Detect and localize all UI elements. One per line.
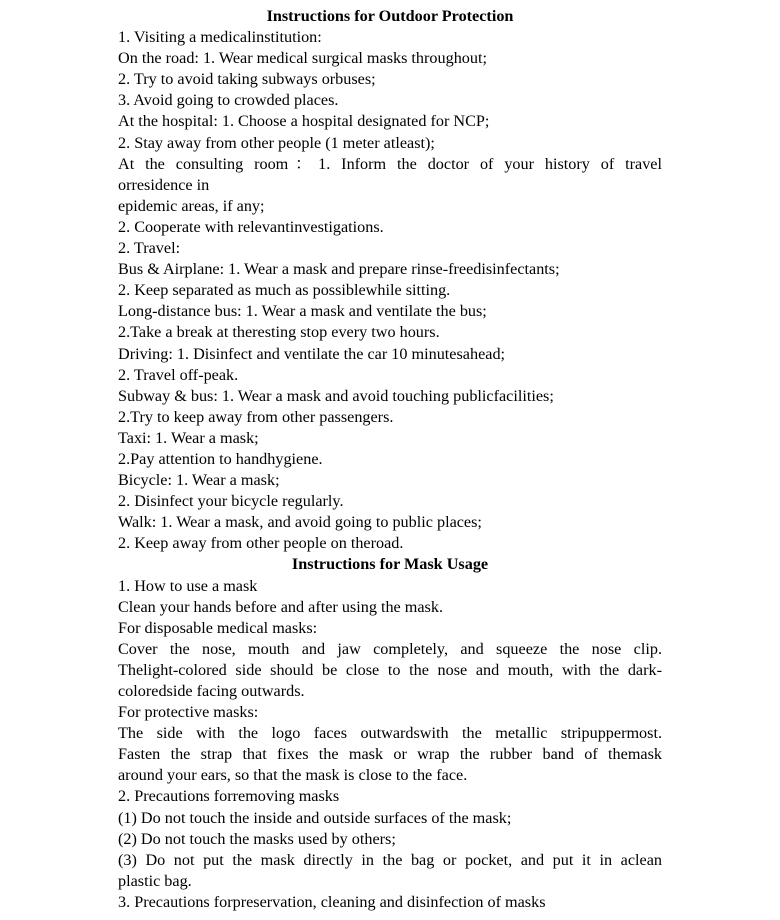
text-line: For protective masks: (118, 703, 259, 722)
text-line: 1. How to use a mask (118, 576, 258, 595)
text-line: 2. Precautions forremoving masks (118, 787, 340, 806)
text-line: Walk: 1. Wear a mask, and avoid going to public places; (118, 513, 482, 532)
text-line-justified: At the consulting room：1. Inform the doctor of your history of travel (118, 154, 662, 173)
text-line: (2) Do not touch the masks used by others; (118, 829, 396, 848)
text-line: 2.Take a break at theresting stop every two hours. (118, 323, 440, 342)
text-line: 2.Try to keep away from other passengers. (118, 407, 394, 426)
document-page (118, 6, 662, 913)
text-line: At the hospital: 1. Choose a hospital designated for NCP; (118, 112, 490, 131)
text-line-justified: Thelight-colored side should be close to the nose and mouth, with the dark- (118, 660, 662, 679)
text-line: around your ears, so that the mask is close to the face. (118, 766, 468, 785)
text-line: 2. Disinfect your bicycle regularly. (118, 492, 344, 511)
text-line: 2. Cooperate with relevantinvestigations. (118, 217, 384, 236)
text-line: 2.Pay attention to handhygiene. (118, 449, 323, 468)
text-line: Bus & Airplane: 1. Wear a mask and prepare rinse-freedisinfectants; (118, 260, 560, 279)
text-line: For disposable medical masks: (118, 618, 318, 637)
text-line: 2. Keep separated as much as possiblewhile sitting. (118, 281, 451, 300)
text-line: Driving: 1. Disinfect and ventilate the car 10 minutesahead; (118, 344, 506, 363)
text-line: 2. Stay away from other people (1 meter atleast); (118, 133, 435, 152)
text-line: 2. Travel off-peak. (118, 365, 239, 384)
text-line: Clean your hands before and after using the mask. (118, 597, 443, 616)
text-line: epidemic areas, if any; (118, 196, 265, 215)
text-line: On the road: 1. Wear medical surgical masks throughout; (118, 49, 487, 68)
text-line: Subway & bus: 1. Wear a mask and avoid touching publicfacilities; (118, 386, 554, 405)
text-line: (1) Do not touch the inside and outside surfaces of the mask; (118, 808, 512, 827)
text-line: 3. Precautions forpreservation, cleaning and disinfection of masks (118, 892, 546, 911)
text-line: 2. Try to avoid taking subways orbuses; (118, 70, 376, 89)
text-line: Long-distance bus: 1. Wear a mask and ventilate the bus; (118, 302, 487, 321)
section-title-outdoor-protection: Instructions for Outdoor Protection (266, 7, 514, 25)
text-line: coloredside facing outwards. (118, 682, 305, 700)
text-line: 2. Travel: (118, 239, 181, 258)
text-line: 3. Avoid going to crowded places. (118, 91, 339, 110)
text-line-justified: Fasten the strap that fixes the mask or wrap the rubber band of themask (118, 745, 662, 764)
text-line: Bicycle: 1. Wear a mask; (118, 471, 280, 490)
text-line: 1. Visiting a medicalinstitution: (118, 28, 322, 47)
text-line: plastic bag. (118, 871, 192, 890)
text-line-justified: (3) Do not put the mask directly in the bag or pocket, and put it in aclean (118, 850, 662, 869)
text-line: orresidence in (118, 175, 210, 194)
text-line: 2. Keep away from other people on theroad. (118, 534, 404, 553)
text-line-justified: The side with the logo faces outwardswith the metallic stripuppermost. (118, 724, 662, 743)
section-title-mask-usage: Instructions for Mask Usage (291, 555, 489, 574)
text-line: Taxi: 1. Wear a mask; (118, 428, 259, 447)
text-line-justified: Cover the nose, mouth and jaw completely, and squeeze the nose clip. (118, 639, 662, 658)
